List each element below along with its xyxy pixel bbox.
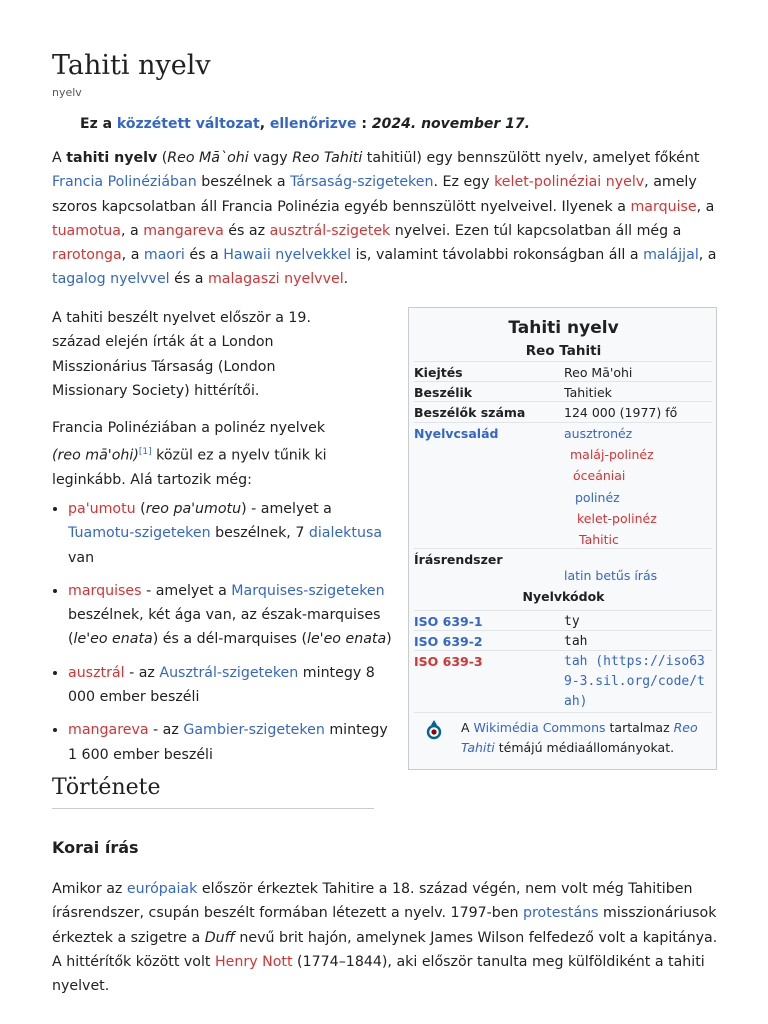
commons-text: tartalmaz bbox=[605, 720, 674, 735]
para3-text: közül ez a nyelv tűnik ki leginkább. Alá tartozik még: bbox=[52, 448, 327, 489]
link-kelet-polineziai-nyelv[interactable]: kelet-polinéziai nyelv bbox=[494, 174, 645, 191]
infobox-label: Beszélők száma bbox=[414, 405, 526, 420]
list-text: - az bbox=[148, 722, 184, 739]
family-tahitic-link[interactable]: Tahitic bbox=[579, 532, 619, 547]
link-dialektus[interactable]: dialektusa bbox=[308, 525, 383, 542]
history-text: misszionáriusok érkeztek a szigetre a bbox=[52, 905, 717, 946]
infobox-value: 124 000 (1977) fő bbox=[564, 405, 678, 420]
link-ausztral-szigetek[interactable]: ausztrál-szigetek bbox=[269, 222, 391, 239]
flagged-sep: : bbox=[356, 116, 372, 132]
flagged-comma: , bbox=[259, 116, 270, 132]
history-text: Amikor az bbox=[52, 881, 127, 897]
intro-text: vagy bbox=[248, 150, 293, 166]
infobox-value: Tahitiek bbox=[564, 385, 612, 400]
family-east-polynesian-link[interactable]: kelet-polinéz bbox=[577, 511, 657, 526]
link-ausztral-szigeteken[interactable]: Ausztrál-szigeteken bbox=[159, 664, 299, 681]
history-italic: Duff bbox=[204, 929, 235, 946]
intro-paragraph bbox=[52, 146, 722, 292]
intro-text: . Ez egy bbox=[433, 174, 495, 191]
list-text: - amelyet a bbox=[141, 582, 232, 599]
list-text: mintegy 1 600 ember beszéli bbox=[68, 722, 388, 763]
history-text: nevű brit hajón, amelynek James Wilson felfedező volt a kapitánya. A hittérítők között volt bbox=[52, 929, 718, 970]
dialect-list bbox=[52, 497, 393, 776]
list-text: - az bbox=[124, 664, 160, 681]
infobox-row-kiejtes bbox=[414, 361, 712, 382]
page-title: Tahiti nyelv bbox=[52, 50, 211, 81]
intro-text: és a bbox=[169, 271, 208, 288]
list-italic: reo pa'umotu bbox=[145, 501, 242, 517]
family-austronesian-link[interactable]: ausztronéz bbox=[564, 426, 633, 441]
commons-link[interactable]: Wikimédia Commons bbox=[473, 720, 606, 735]
link-tuamotu-szigetek[interactable]: Tuamotu-szigeteken bbox=[68, 525, 211, 542]
link-tuamotua[interactable]: tuamotua bbox=[52, 222, 121, 239]
link-malagaszi[interactable]: malagaszi nyelvvel bbox=[207, 271, 344, 288]
infobox-value: Reo Mā'ohi bbox=[564, 365, 633, 380]
checked-link[interactable]: ellenőrizve bbox=[269, 116, 357, 132]
flagged-revision-notice bbox=[80, 116, 530, 132]
intro-text: ( bbox=[157, 150, 168, 166]
link-protestans[interactable]: protestáns bbox=[523, 905, 599, 922]
script-latin-link[interactable]: latin betűs írás bbox=[564, 568, 658, 583]
link-europaiak[interactable]: európaiak bbox=[126, 881, 198, 897]
infobox-codes-heading: Nyelvkódok bbox=[522, 589, 605, 604]
link-marquises[interactable]: marquises bbox=[68, 582, 142, 599]
iso-639-1-link[interactable]: ISO 639-1 bbox=[414, 614, 483, 629]
link-henry-nott[interactable]: Henry Nott bbox=[215, 953, 293, 970]
list-text: beszélnek, 7 bbox=[210, 525, 309, 542]
link-malaj[interactable]: malájjal bbox=[643, 247, 699, 264]
subsection-heading-korai-iras: Korai írás bbox=[52, 838, 139, 857]
link-francia-polinezia[interactable]: Francia Polinéziában bbox=[52, 174, 197, 191]
commons-text: A bbox=[461, 720, 474, 735]
intro-text: , a bbox=[121, 247, 144, 264]
infobox-native-name: Reo Tahiti bbox=[525, 343, 602, 359]
flagged-prefix: Ez a bbox=[80, 116, 117, 132]
link-paumotu[interactable]: pa'umotu bbox=[68, 501, 136, 517]
published-version-link[interactable]: közzétett változat bbox=[116, 116, 260, 132]
intro-text: , amely szoros kapcsolatban áll Francia Polinézia egyéb bennszülött nyelveivel. Ilyenek a bbox=[52, 174, 697, 215]
iso-639-3-link[interactable]: ISO 639-3 bbox=[414, 654, 483, 669]
list-item bbox=[68, 661, 393, 710]
link-hawaii[interactable]: Hawaii nyelvekkel bbox=[223, 247, 352, 264]
list-italic: le'eo enata bbox=[73, 631, 153, 648]
infobox-label: Írásrendszer bbox=[414, 552, 503, 567]
family-polynesian-link[interactable]: polinéz bbox=[575, 490, 620, 505]
link-gambier-szigetek[interactable]: Gambier-szigeteken bbox=[183, 722, 325, 739]
list-text: van bbox=[68, 549, 95, 566]
link-ausztral[interactable]: ausztrál bbox=[68, 664, 125, 681]
infobox-title: Tahiti nyelv bbox=[508, 318, 619, 338]
intro-text: is, valamint távolabbi rokonságban áll a bbox=[351, 247, 644, 264]
infobox-row-iso-639-3 bbox=[414, 650, 712, 713]
family-malayo-polynesian-link[interactable]: maláj-polinéz bbox=[570, 447, 654, 462]
commons-category-link[interactable]: Reo Tahiti bbox=[461, 720, 698, 755]
link-marquises-szigetek[interactable]: Marquises-szigeteken bbox=[231, 582, 385, 599]
iso-639-2-link[interactable]: ISO 639-2 bbox=[414, 634, 483, 649]
intro-text: beszélnek a bbox=[196, 174, 291, 191]
list-item bbox=[68, 718, 393, 767]
flagged-date: 2024. november 17. bbox=[371, 116, 530, 132]
intro-italic: Reo Tahiti bbox=[292, 150, 363, 166]
section-heading-tortenete: Története bbox=[52, 775, 374, 809]
list-text: ) és a dél-marquises ( bbox=[152, 631, 307, 648]
intro-bold-term: tahiti nyelv bbox=[66, 150, 158, 166]
link-tagalog[interactable]: tagalog nyelvvel bbox=[52, 271, 170, 288]
intro-text: , a bbox=[696, 198, 715, 215]
list-italic: le'eo enata bbox=[307, 631, 387, 648]
infobox-divider bbox=[414, 712, 712, 713]
link-rarotonga[interactable]: rarotonga bbox=[52, 247, 122, 264]
intro-text: és az bbox=[223, 222, 270, 239]
page-subtitle: nyelv bbox=[52, 86, 82, 99]
infobox-row-beszelok-szama bbox=[414, 401, 712, 423]
paragraph-lms: A tahiti beszélt nyelvet először a 19. század elején írták át a London Misszionárius Társaság (London Missionary Society) hittérítői. bbox=[52, 310, 311, 399]
infobox-row-beszelik bbox=[414, 381, 712, 402]
infobox-label: Beszélik bbox=[414, 385, 473, 400]
intro-text: tahitiül) egy bennszülött nyelv, amelyet főként bbox=[362, 150, 700, 166]
history-text: (1774–1844), aki először tanulta meg külföldiként a tahiti nyelvet. bbox=[52, 953, 705, 995]
list-text: ) - amelyet a bbox=[241, 501, 332, 517]
history-text: először érkeztek Tahitire a 18. század végén, nem volt még Tahitiben írásrendszer, csupán beszélt formában létezett a nyelv. 1797-ben bbox=[52, 881, 693, 922]
wikimedia-commons-icon bbox=[423, 719, 445, 741]
intro-italic: Reo Mā`ohi bbox=[167, 150, 249, 166]
intro-text: , a bbox=[121, 222, 144, 239]
list-text: beszélnek, két ága van, az észak-marquises ( bbox=[68, 607, 381, 648]
intro-text: és a bbox=[184, 247, 224, 264]
list-item bbox=[68, 497, 393, 570]
commons-notice bbox=[461, 718, 711, 758]
link-tarsasag-szigetek[interactable]: Társaság-szigeteken bbox=[290, 174, 434, 191]
paragraph-polynesian bbox=[52, 416, 357, 493]
infobox-row-nyelvcsalad bbox=[414, 422, 712, 549]
link-mangareva-dialect[interactable]: mangareva bbox=[68, 722, 149, 739]
iso-639-3-code-link[interactable]: tah (https://iso639-3.sil.org/code/tah) bbox=[564, 654, 705, 709]
link-maori[interactable]: maori bbox=[143, 247, 185, 264]
intro-text: nyelvei. Ezen túl kapcsolatban áll még a bbox=[390, 222, 682, 239]
link-mangareva[interactable]: mangareva bbox=[143, 222, 224, 239]
history-paragraph bbox=[52, 877, 722, 998]
infobox-code-value: ty bbox=[564, 614, 580, 629]
list-item bbox=[68, 579, 393, 652]
commons-text: témájú médiaállományokat. bbox=[494, 740, 675, 755]
infobox-label: Kiejtés bbox=[414, 365, 463, 380]
list-text: ) bbox=[386, 631, 392, 648]
list-text: mintegy 8 000 ember beszéli bbox=[68, 664, 375, 706]
infobox-code-value: tah bbox=[564, 634, 588, 649]
infobox-label-nyelvcsalad-link[interactable]: Nyelvcsalád bbox=[414, 426, 499, 441]
para3-text: Francia Polinéziában a polinéz nyelvek bbox=[52, 420, 326, 436]
intro-text: A bbox=[52, 150, 67, 166]
list-text: ( bbox=[135, 501, 146, 517]
para3-italic: (reo mā'ohi) bbox=[52, 448, 139, 465]
intro-text: . bbox=[343, 271, 349, 288]
family-oceanic-link[interactable]: óceániai bbox=[573, 468, 626, 483]
infobox-row-iso-639-2 bbox=[414, 630, 712, 651]
reference-1[interactable]: [1] bbox=[138, 447, 152, 458]
infobox bbox=[408, 307, 717, 770]
intro-text: , a bbox=[698, 247, 717, 264]
link-marquise[interactable]: marquise bbox=[630, 198, 697, 215]
infobox-row-irasrendszer bbox=[414, 548, 712, 587]
infobox-row-iso-639-1 bbox=[414, 610, 712, 631]
